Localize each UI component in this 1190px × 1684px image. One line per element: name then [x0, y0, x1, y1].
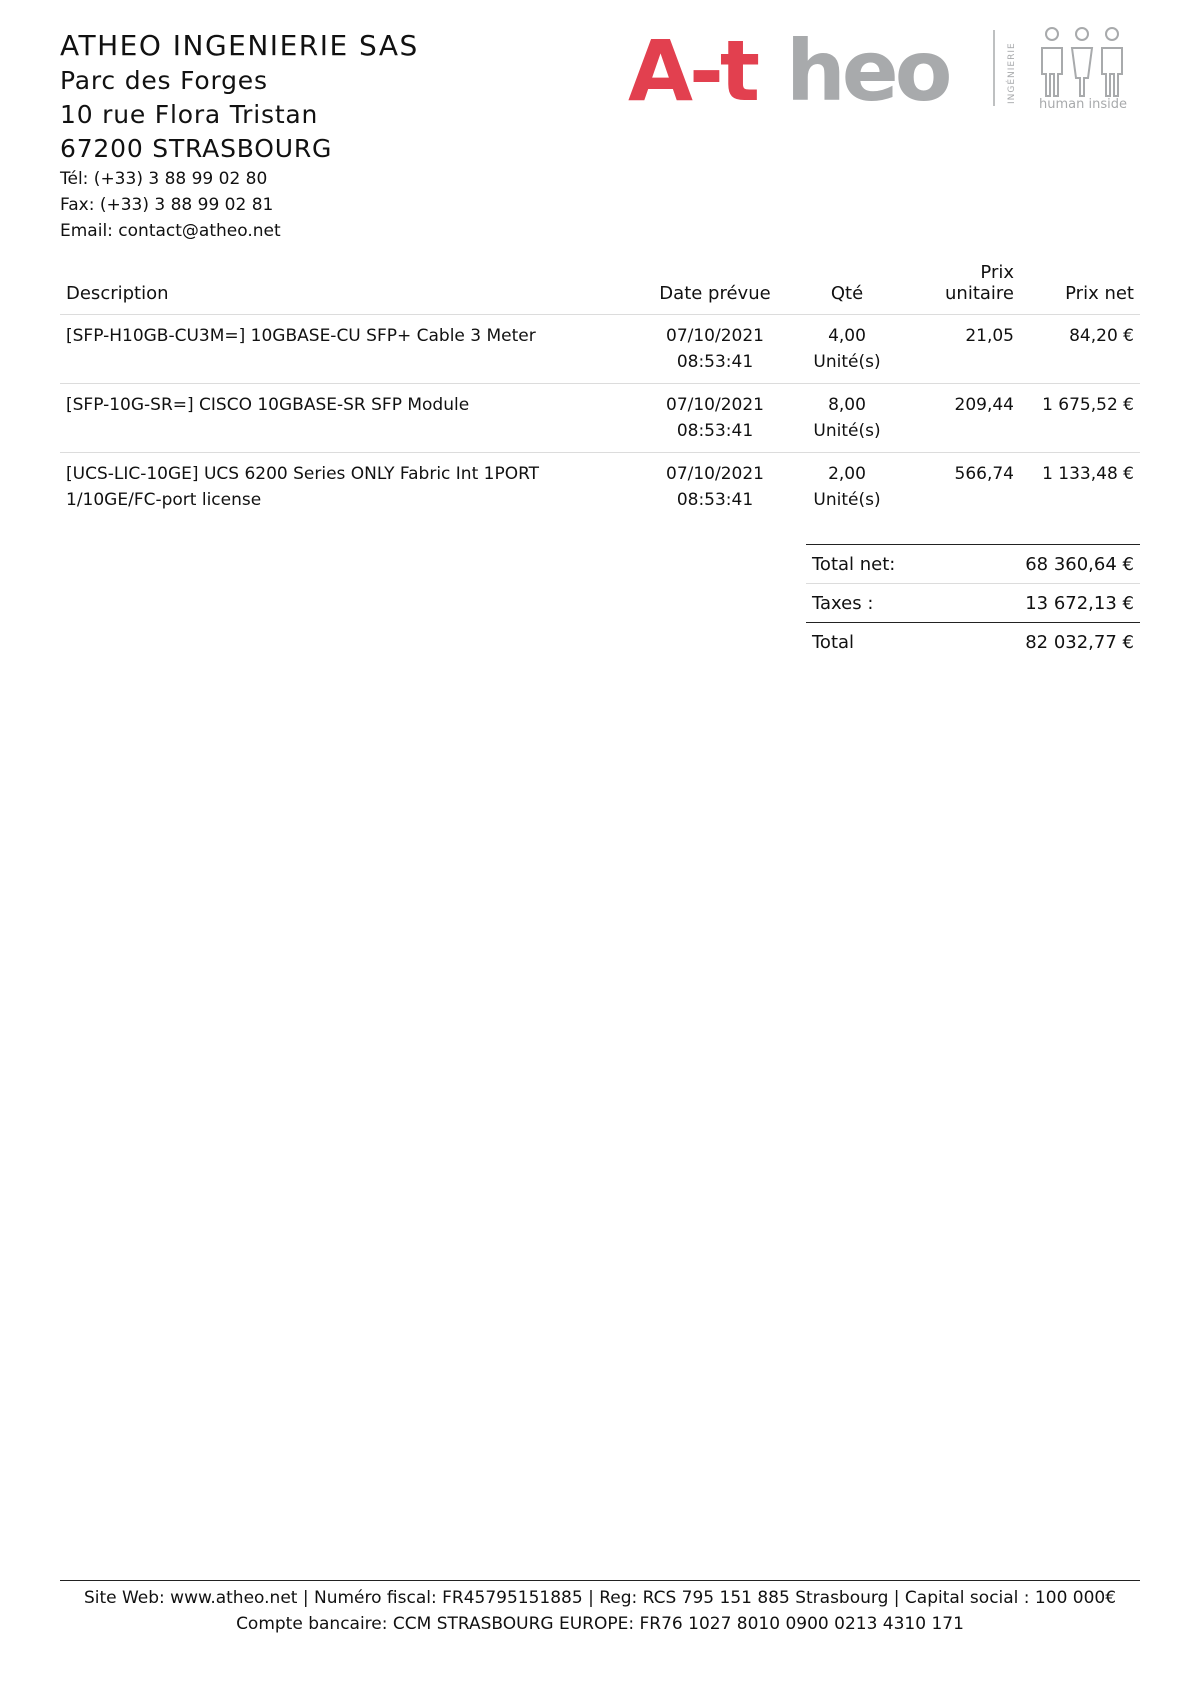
atheo-logo — [628, 24, 1140, 110]
company-address-1: Parc des Forges — [60, 66, 268, 95]
row-net-price: 1 133,48 € — [1042, 464, 1134, 484]
row-date — [644, 453, 786, 522]
table-row — [60, 315, 1140, 384]
logo-side-text: INGÉNIERIE — [1007, 42, 1017, 104]
grand-total-row — [806, 623, 1140, 662]
row-date-day: 07/10/2021 — [666, 326, 764, 346]
row-net-price: 84,20 € — [1020, 315, 1140, 384]
total-net-value: 68 360,64 € — [953, 545, 1140, 584]
row-net-price: 1 675,52 € — [1020, 384, 1140, 453]
row-qty — [786, 315, 908, 384]
row-unit-price: 21,05 — [908, 315, 1020, 384]
table-header-row — [60, 258, 1140, 315]
totals-table — [806, 544, 1140, 661]
table-row — [60, 453, 1140, 522]
row-date-day: 07/10/2021 — [666, 464, 764, 484]
row-qty-unit: Unité(s) — [813, 490, 881, 510]
logo-wordmark-grey: heo — [786, 24, 949, 110]
logo-wordmark-red: A-t — [628, 24, 757, 110]
row-description: [SFP-10G-SR=] CISCO 10GBASE-SR SFP Module — [60, 384, 644, 453]
company-address-2: 10 rue Flora Tristan — [60, 100, 319, 129]
row-date-time: 08:53:41 — [676, 490, 754, 510]
page-footer — [60, 1580, 1140, 1637]
row-date-time: 08:53:41 — [676, 421, 754, 441]
row-date-time: 08:53:41 — [676, 352, 754, 372]
row-qty-value: 8,00 — [828, 395, 866, 415]
total-net-row — [806, 545, 1140, 584]
header-unit-price-line1: Prix — [980, 262, 1014, 283]
row-date — [644, 315, 786, 384]
grand-total-label: Total — [806, 623, 953, 662]
order-lines-table — [60, 258, 1140, 521]
taxes-value: 13 672,13 € — [953, 584, 1140, 623]
company-address-3: 67200 STRASBOURG — [60, 134, 333, 163]
company-name: ATHEO INGENIERIE SAS — [60, 29, 419, 62]
row-qty-unit: Unité(s) — [813, 421, 881, 441]
row-date — [644, 384, 786, 453]
header-description: Description — [60, 258, 644, 315]
company-tel: Tél: (+33) 3 88 99 02 80 — [60, 169, 268, 189]
taxes-label: Taxes : — [806, 584, 953, 623]
taxes-row — [806, 584, 1140, 623]
header-net-price: Prix net — [1020, 258, 1140, 315]
header-date: Date prévue — [644, 258, 786, 315]
row-qty-value: 4,00 — [828, 326, 866, 346]
total-net-label: Total net: — [806, 545, 953, 584]
header-unit-price — [908, 258, 1020, 315]
header-unit-price-line2: unitaire — [945, 283, 1014, 304]
company-fax: Fax: (+33) 3 88 99 02 81 — [60, 195, 274, 215]
company-email: Email: contact@atheo.net — [60, 221, 281, 241]
row-qty — [786, 384, 908, 453]
footer-bank-info: Compte bancaire: CCM STRASBOURG EUROPE: FR76 1027 8010 0900 0213 4310 171 — [236, 1614, 964, 1634]
people-icon — [1042, 28, 1122, 96]
footer-company-info: Site Web: www.atheo.net | Numéro fiscal: FR45795151885 | Reg: RCS 795 151 885 Strasbourg | Capital social : 100 000€ — [83, 1588, 1117, 1608]
row-unit-price: 566,74 — [954, 464, 1014, 484]
row-qty — [786, 453, 908, 522]
row-description: [SFP-H10GB-CU3M=] 10GBASE-CU SFP+ Cable 3 Meter — [60, 315, 644, 384]
row-description: [UCS-LIC-10GE] UCS 6200 Series ONLY Fabric Int 1PORT 1/10GE/FC-port license — [66, 464, 540, 510]
grand-total-value: 82 032,77 € — [953, 623, 1140, 662]
row-qty-value: 2,00 — [828, 464, 866, 484]
table-row — [60, 384, 1140, 453]
company-block — [60, 28, 419, 244]
header-qty: Qté — [786, 258, 908, 315]
row-unit-price: 209,44 — [908, 384, 1020, 453]
logo-tagline: human inside — [1039, 97, 1127, 110]
row-date-day: 07/10/2021 — [666, 395, 764, 415]
row-qty-unit: Unité(s) — [813, 352, 881, 372]
